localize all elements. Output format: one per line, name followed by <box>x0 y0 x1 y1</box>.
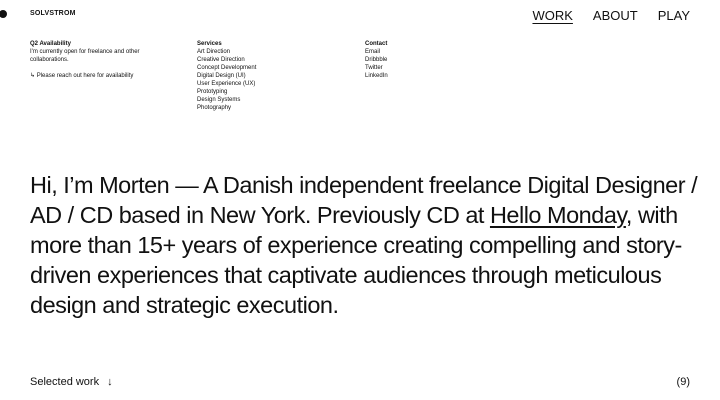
nav-play[interactable]: PLAY <box>657 8 690 23</box>
logo[interactable]: SOLVSTROM <box>30 10 76 17</box>
services-heading: Services <box>197 41 222 47</box>
service-item: User Experience (UX) <box>197 81 256 87</box>
service-item: Photography <box>197 105 232 111</box>
services-section <box>197 40 327 112</box>
contact-linkedin-link[interactable]: LinkedIn <box>365 73 388 79</box>
intro-text-end: , with more than 15+ years of experience creating compelling and story-driven experiences that captivate audiences through meticulous design and strategic execution. <box>30 202 682 318</box>
cursor-dot <box>0 10 7 18</box>
availability-text: I'm currently open for freelance and other collaborations. <box>30 49 140 63</box>
intro-text-start: Hi, I’m Morten — A Danish independent freelance Digital Designer / AD / CD based in New York. Previously CD at <box>30 172 698 228</box>
service-item: Art Direction <box>197 49 231 55</box>
service-item: Creative Direction <box>197 57 245 63</box>
availability-link-label: Please reach out here for availability <box>36 73 134 79</box>
contact-twitter-link[interactable]: Twitter <box>365 65 383 71</box>
availability-link[interactable] <box>30 72 160 80</box>
contact-section <box>365 40 495 80</box>
main-nav <box>532 8 690 23</box>
arrow-down-icon: ↓ <box>107 376 113 388</box>
service-item: Design Systems <box>197 97 241 103</box>
service-item: Prototyping <box>197 89 228 95</box>
selected-work-label: Selected work <box>30 376 100 388</box>
selected-work-link[interactable] <box>30 376 113 388</box>
intro-statement <box>30 170 698 320</box>
service-item: Concept Development <box>197 65 257 71</box>
service-item: Digital Design (UI) <box>197 73 246 79</box>
nav-work[interactable]: WORK <box>532 8 573 23</box>
hello-monday-link[interactable]: Hello Monday <box>489 202 626 228</box>
return-arrow-icon: ↳ <box>30 73 36 79</box>
nav-about[interactable]: ABOUT <box>592 8 638 23</box>
availability-heading: Q2 Availability <box>30 41 71 47</box>
work-count: (9) <box>676 376 690 388</box>
contact-email-link[interactable]: Email <box>365 49 381 55</box>
availability-section <box>30 40 160 80</box>
contact-heading: Contact <box>365 41 388 47</box>
contact-dribbble-link[interactable]: Dribbble <box>365 57 388 63</box>
